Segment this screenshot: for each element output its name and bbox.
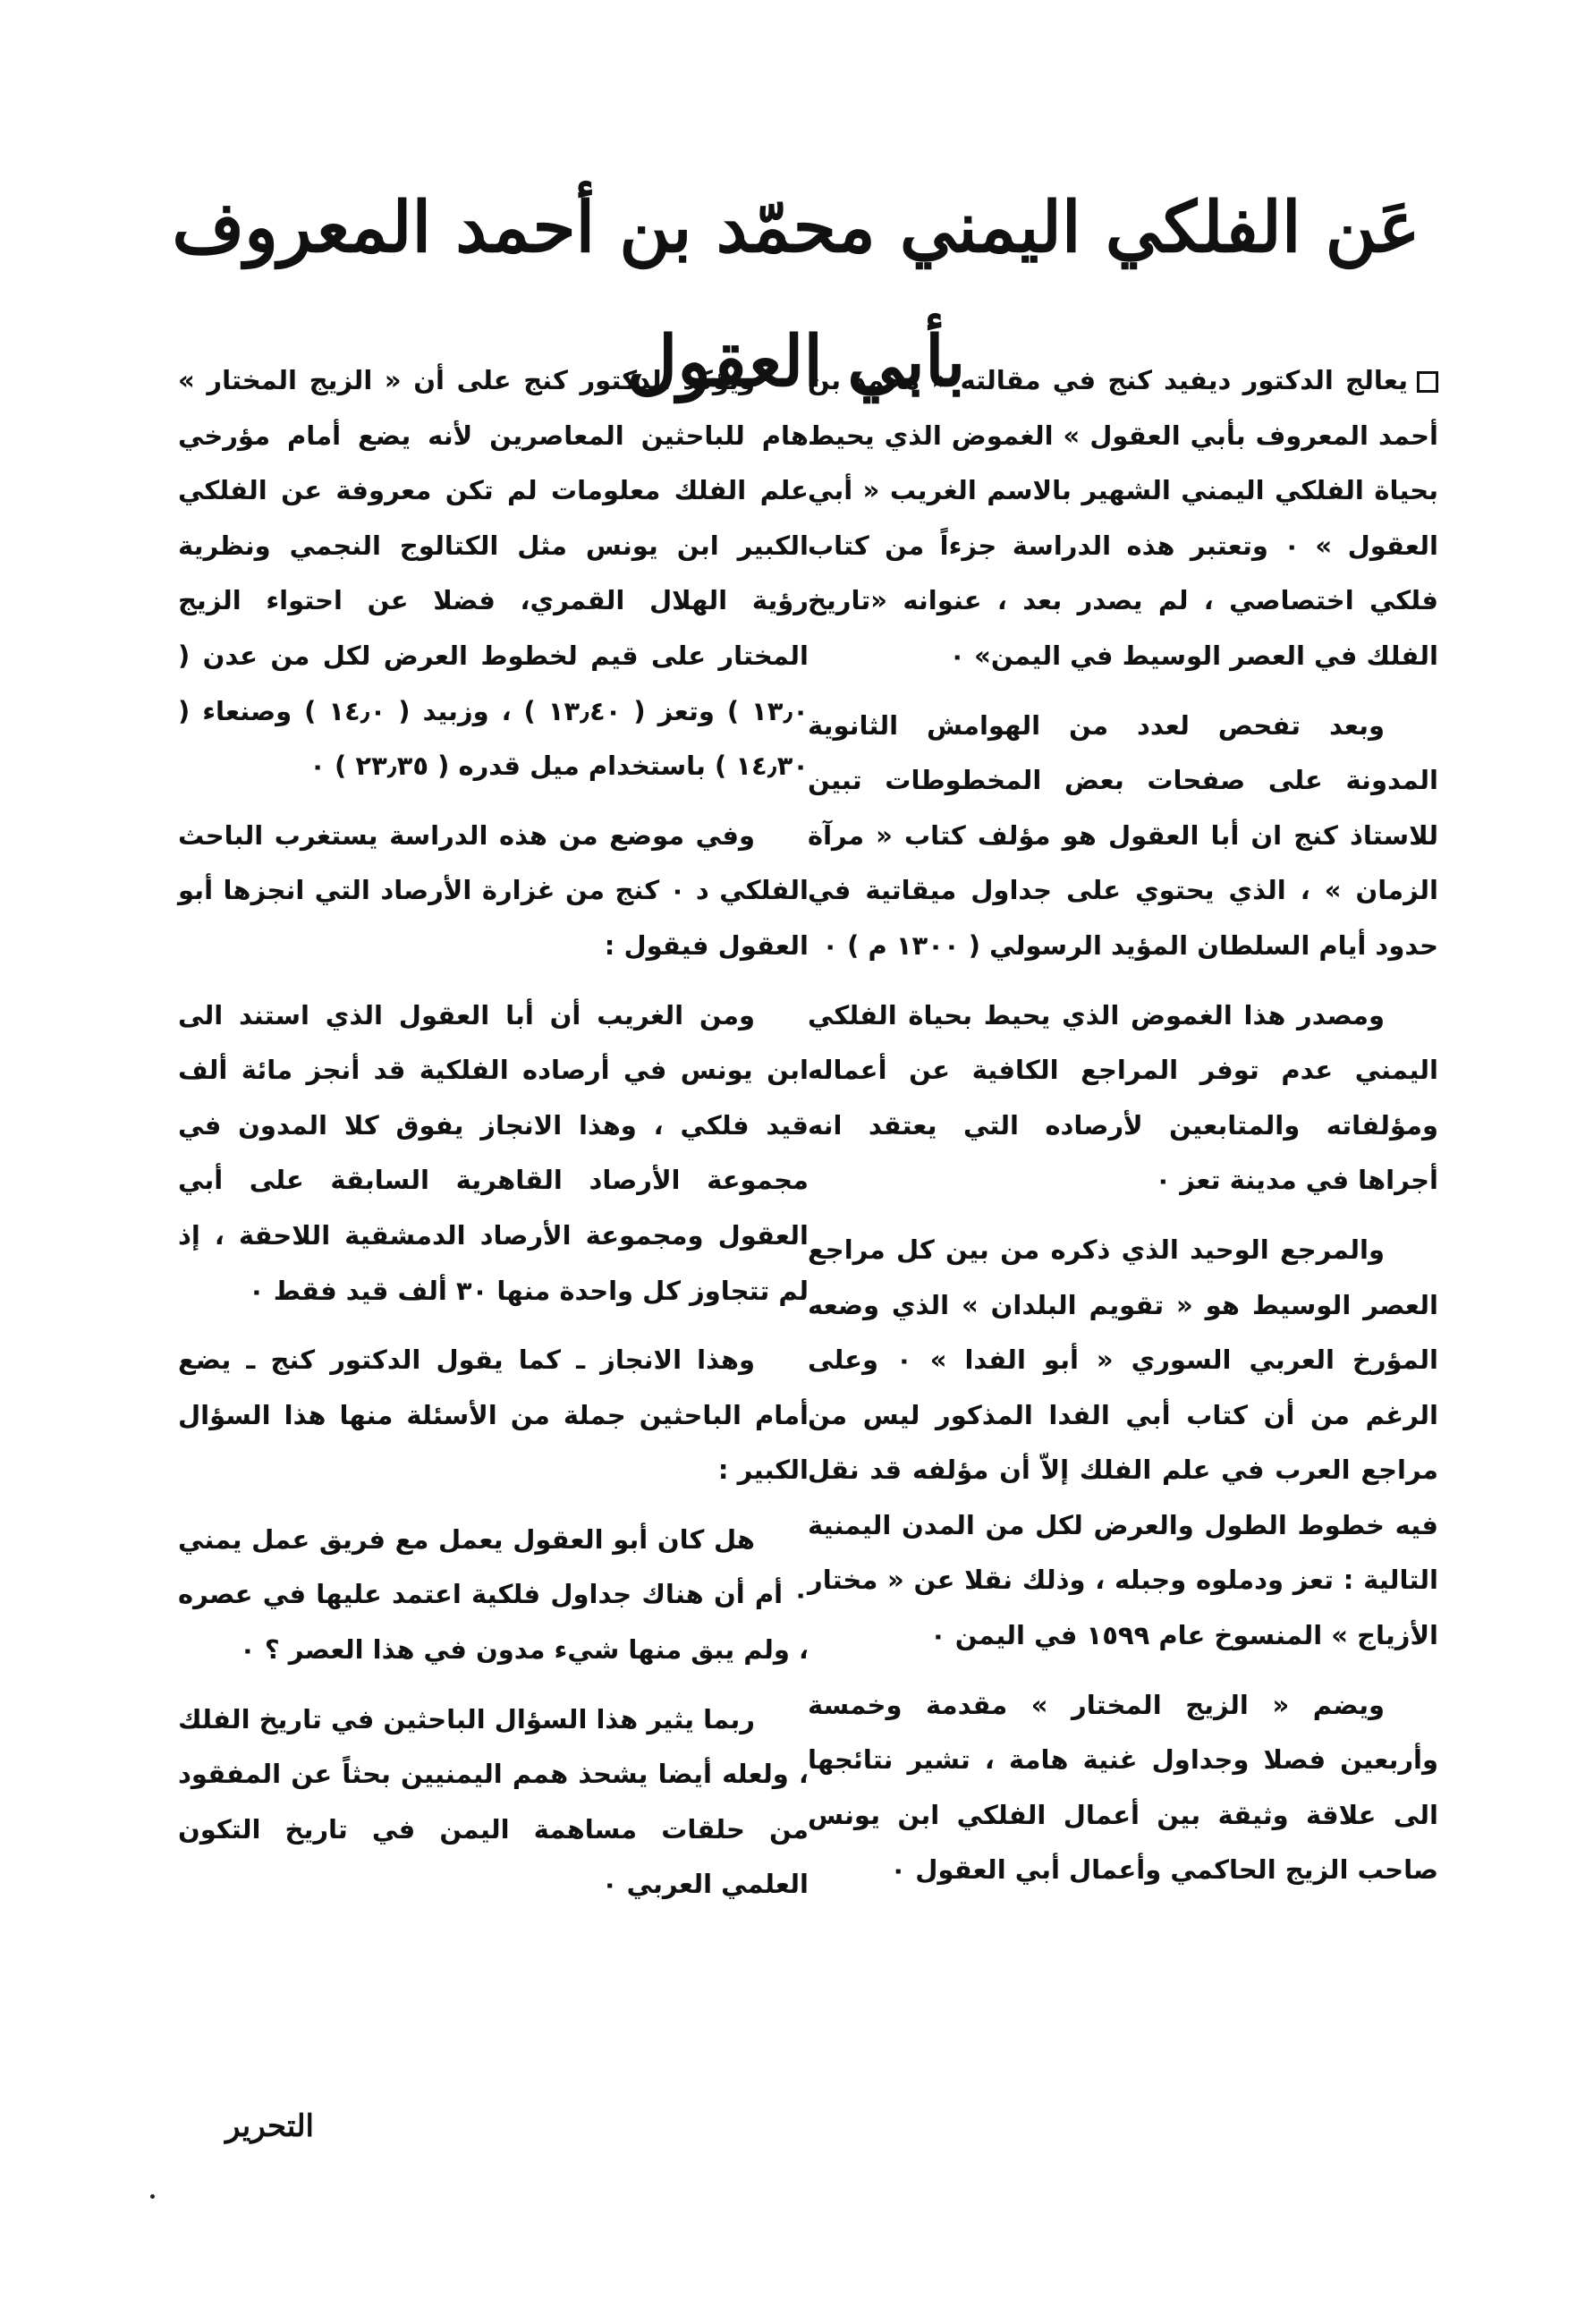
scan-speck <box>150 2194 155 2199</box>
paragraph: ويضم « الزيج المختار » مقدمة وخمسة وأربعين فصلا وجداول غنية هامة ، تشير نتائجها الى علاقة وثيقة بين أعمال الفلكي ابن يونس صاحب الزيج الحاكمي وأعمال أبي العقول ٠ <box>808 1689 1438 1886</box>
paragraph: ويؤكد الدكتور كنج على أن « الزيج المختار » هام للباحثين المعاصرين لأنه يضع أمام مؤرخي علم الفلك معلومات لم تكن معروفة عن الفلكي الكبير ابن يونس مثل الكتالوج النجمي ونظرية رؤية الهلال القمري، فضلا عن احتواء الزيج المختار على قيم لخطوط العرض لكل من عدن ( ١٣٫٠ ) وتعز ( ١٣٫٤٠ ) ، وزبيد ( ١٤٫٠ ) وصنعاء ( ١٤٫٣٠ ) باستخدام ميل قدره ( ٢٣٫٣٥ ) ٠ <box>178 365 809 782</box>
paragraph: وفي موضع من هذه الدراسة يستغرب الباحث الفلكي د ٠ كنج من غزارة الأرصاد التي انجزها أبو العقول فيقول : <box>178 819 809 961</box>
editor-signature: التحرير <box>225 2108 314 2144</box>
right-column <box>808 353 1438 1913</box>
paragraph: هل كان أبو العقول يعمل مع فريق عمل يمني ٠ أم أن هناك جداول فلكية اعتمد عليها في عصره ، ولم يبق منها شيء مدون في هذا العصر ؟ ٠ <box>178 1523 809 1666</box>
paragraph: ومن الغريب أن أبا العقول الذي استند الى ابن يونس في أرصاده الفلكية قد أنجز مائة ألف قيد فلكي ، وهذا الانجاز يفوق كلا المدون في مجموعة الأرصاد القاهرية السابقة على أبي العقول ومجموعة الأرصاد الدمشقية اللاحقة ، إذ لم تتجاوز كل واحدة منها ٣٠ ألف قيد فقط ٠ <box>178 999 809 1306</box>
paragraph: ربما يثير هذا السؤال الباحثين في تاريخ الفلك ، ولعله أيضا يشحذ همم اليمنيين بحثاً عن المفقود من حلقات مساهمة اليمن في تاريخ التكون العلمي العربي ٠ <box>178 1703 809 1900</box>
paragraph-text: يعالج الدكتور ديفيد كنج في مقالته « محمد بن أحمد المعروف بأبي العقول » الغموض الذي يحيط بحياة الفلكي اليمني الشهير بالاسم الغريب « أبي العقول » ٠ وتعتبر هذه الدراسة جزءاً من كتاب فلكي اختصاصي ، لم يصدر بعد ، عنوانه «تاريخ الفلك في العصر الوسيط في اليمن» ٠ <box>808 365 1439 671</box>
paragraph: والمرجع الوحيد الذي ذكره من بين كل مراجع العصر الوسيط هو « تقويم البلدان » الذي وضعه المؤرخ العربي السوري « أبو الفدا » ٠ وعلى الرغم من أن كتاب أبي الفدا المذكور ليس من مراجع العرب في علم الفلك إلاّ أن مؤلفه قد نقل فيه خطوط الطول والعرض لكل من المدن اليمنية التالية : تعز ودملوه وجبله ، وذلك نقلا عن « مختار الأزياج » المنسوخ عام ١٥٩٩ في اليمن ٠ <box>808 1234 1438 1651</box>
paragraph <box>808 353 1438 684</box>
paragraph: وبعد تفحص لعدد من الهوامش الثانوية المدونة على صفحات بعض المخطوطات تبين للاستاذ كنج ان أبا العقول هو مؤلف كتاب « مرآة الزمان » ، الذي يحتوي على جداول ميقاتية في حدود أيام السلطان المؤيد الرسولي ( ١٣٠٠ م ) ٠ <box>808 709 1438 961</box>
left-column <box>178 353 809 1927</box>
square-bullet-icon <box>1417 371 1438 393</box>
article-title: عَن الفلكي اليمني محمّد بن أحمد المعروف بأبي العقول <box>172 187 1420 403</box>
paragraph: ومصدر هذا الغموض الذي يحيط بحياة الفلكي اليمني عدم توفر المراجع الكافية عن أعماله ومؤلفاته والمتابعين لأرصاده التي يعتقد انه أجراها في مدينة تعز ٠ <box>808 999 1438 1196</box>
paragraph: وهذا الانجاز ـ كما يقول الدكتور كنج ـ يضع أمام الباحثين جملة من الأسئلة منها هذا السؤال الكبير : <box>178 1344 809 1486</box>
